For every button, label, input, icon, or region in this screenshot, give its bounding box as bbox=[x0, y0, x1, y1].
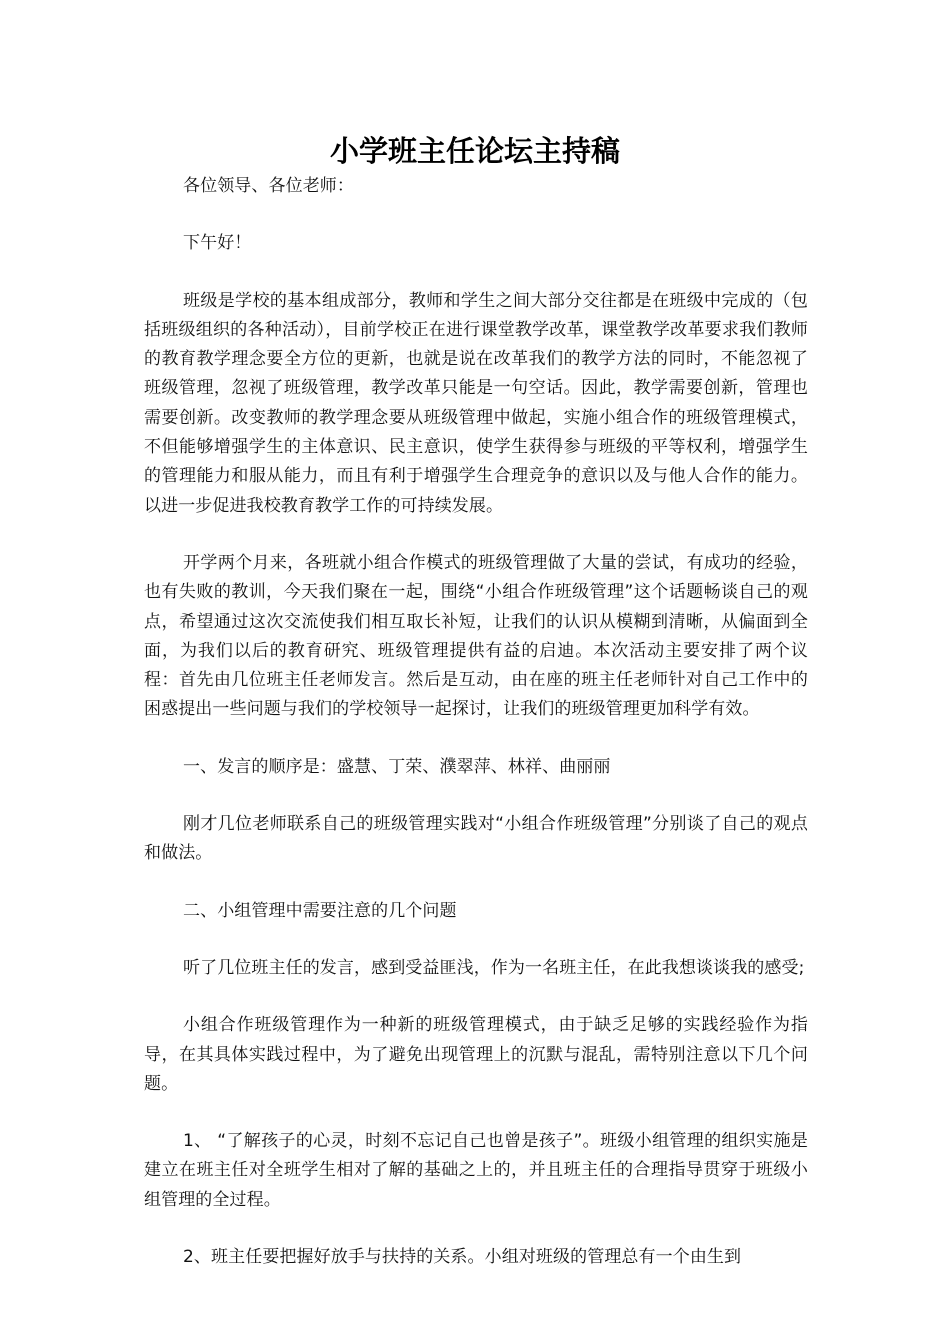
greeting-paragraph: 各位领导、各位老师： bbox=[183, 176, 354, 196]
section-heading: 二、小组管理中需要注意的几个问题 bbox=[183, 900, 457, 921]
list-item-paragraph: 2、班主任要把握好放手与扶持的关系。小组对班级的管理总有一个由生到 bbox=[183, 1247, 742, 1268]
document-body bbox=[144, 172, 808, 1300]
document-title: 小学班主任论坛主持稿 bbox=[329, 134, 620, 168]
body-paragraph: 班级是学校的基本组成部分，教师和学生之间大部分交往都是在班级中完成的（包括班级组织的各种活动），目前学校正在进行课堂教学改革，课堂教学改革要求我们教师的教育教学理念要全方位的更新，也就是说在改革我们的教学方法的同时，不能忽视了班级管理，忽视了班级管理，教学改革只能是一句空话。因此，教学需要创新，管理也需要创新。改变教师的教学理念要从班级管理中做起，实施小组合作的班级管理模式，不但能够增强学生的主体意识、民主意识，使学生获得参与班级的平等权利，增强学生的管理能力和服从能力，而且有利于增强学生合理竞争的意识以及与他人合作的能力。以进一步促进我校教育教学工作的可持续发展。 bbox=[144, 290, 808, 516]
body-paragraph: 小组合作班级管理作为一种新的班级管理模式，由于缺乏足够的实践经验作为指导，在其具体实践过程中，为了避免出现管理上的沉默与混乱，需特别注意以下几个问题。 bbox=[144, 1015, 808, 1094]
section-heading: 一、发言的顺序是：盛慧、丁荣、濮翠萍、林祥、曲丽丽 bbox=[183, 756, 611, 777]
list-item-paragraph: 1、 “了解孩子的心灵，时刻不忘记自己也曾是孩子”。班级小组管理的组织实施是建立在班主任对全班学生相对了解的基础之上的，并且班主任的合理指导贯穿于班级小组管理的全过程。 bbox=[144, 1131, 808, 1210]
salutation-paragraph: 下午好！ bbox=[183, 233, 252, 254]
body-paragraph: 听了几位班主任的发言，感到受益匪浅，作为一名班主任，在此我想谈谈我的感受; bbox=[183, 957, 805, 978]
body-paragraph: 开学两个月来，各班就小组合作模式的班级管理做了大量的尝试，有成功的经验，也有失败的教训，今天我们聚在一起，围绕“小组合作班级管理”这个话题畅谈自己的观点，希望通过这次交流使我们相互取长补短，让我们的认识从模糊到清晰，从偏面到全面，为我们以后的教育研究、班级管理提供有益的启迪。本次活动主要安排了两个议程：首先由几位班主任老师发言。然后是互动，由在座的班主任老师针对自己工作中的困惑提出一些问题与我们的学校领导一起探讨，让我们的班级管理更加科学有效。 bbox=[144, 552, 808, 720]
body-paragraph: 刚才几位老师联系自己的班级管理实践对“小组合作班级管理”分别谈了自己的观点和做法。 bbox=[144, 814, 808, 864]
